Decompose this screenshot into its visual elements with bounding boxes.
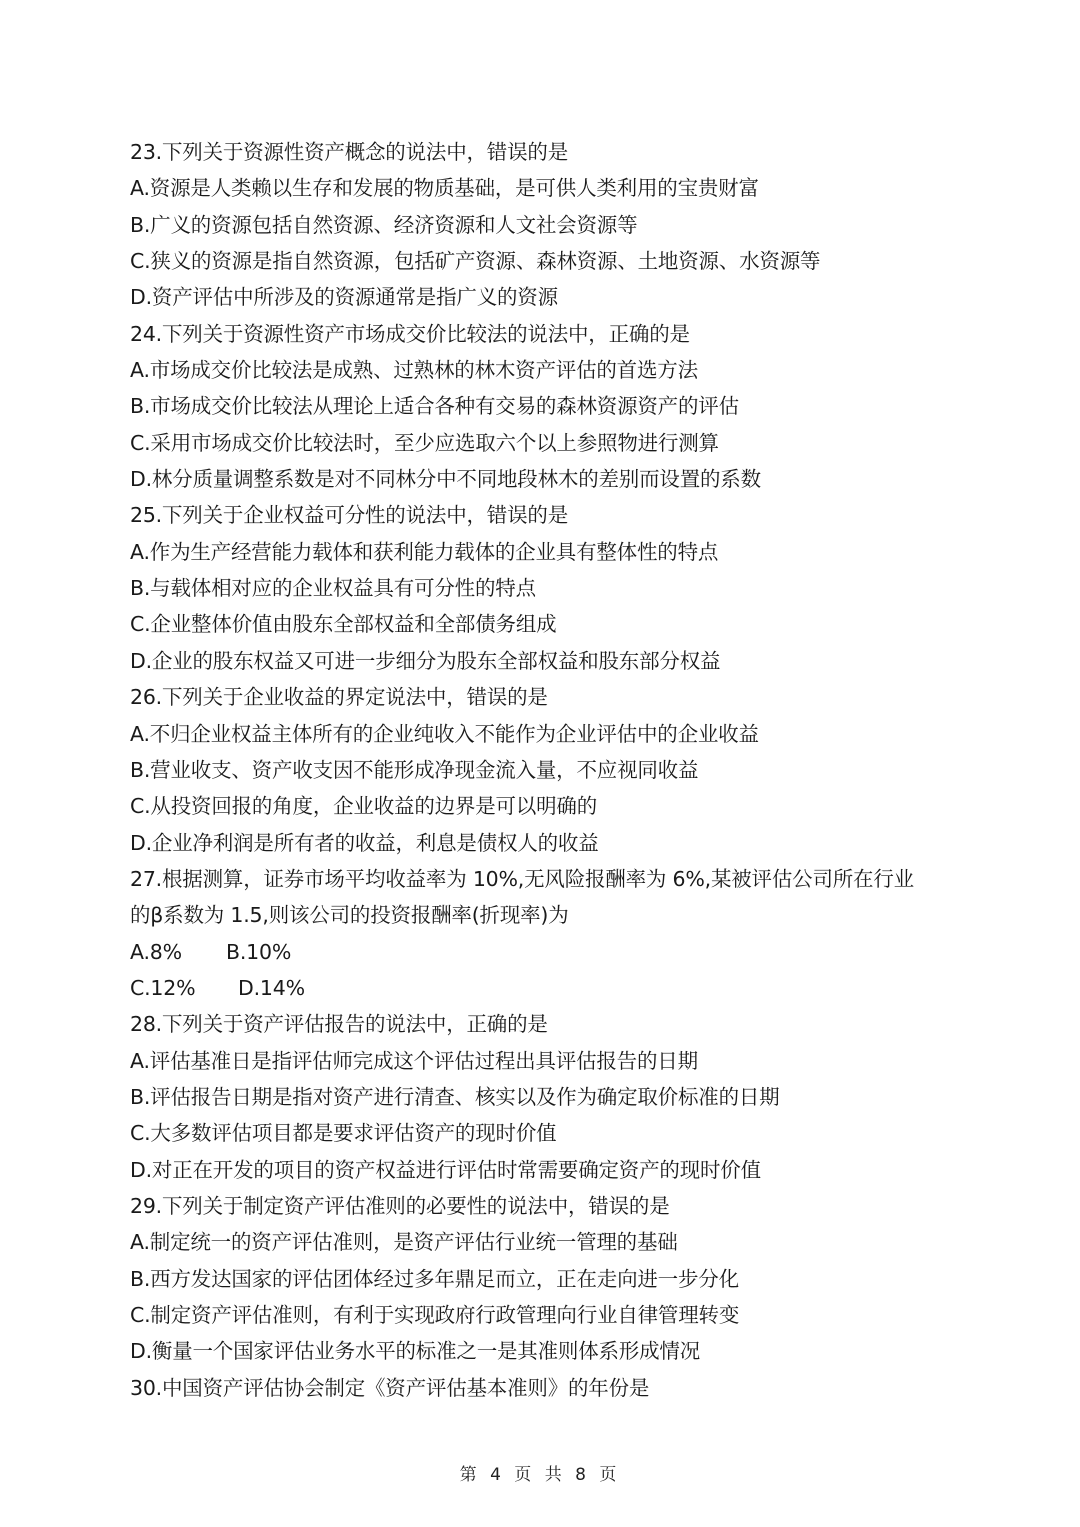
answer-option: A.8% [130,939,182,964]
question-28 [130,1006,970,1188]
question-stem: 29.下列关于制定资产评估准则的必要性的说法中，错误的是 [130,1193,670,1218]
answer-option: D.对正在开发的项目的资产权益进行评估时常需要确定资产的现时价值 [130,1157,761,1182]
question-stem: 的β系数为 1.5,则该公司的投资报酬率(折现率)为 [130,903,569,928]
answer-option: A.不归企业权益主体所有的企业纯收入不能作为企业评估中的企业收益 [130,721,759,746]
question-stem: 30.中国资产评估协会制定《资产评估基本准则》的年份是 [130,1375,650,1400]
answer-option: B.广义的资源包括自然资源、经济资源和人文社会资源等 [130,212,638,237]
answer-option: B.评估报告日期是指对资产进行清查、核实以及作为确定取价标准的日期 [130,1084,780,1109]
answer-option: C.12% [130,975,196,1000]
answer-option: B.10% [226,939,292,964]
answer-option-row [130,970,970,1006]
answer-option: C.采用市场成交价比较法时，至少应选取六个以上参照物进行测算 [130,430,719,455]
answer-option: B.与载体相对应的企业权益具有可分性的特点 [130,576,536,601]
question-30 [130,1370,970,1406]
answer-option: D.企业的股东权益又可进一步细分为股东全部权益和股东部分权益 [130,648,721,673]
answer-option: D.14% [238,975,305,1000]
question-25 [130,497,970,679]
page-number-footer: 第 4 页 共 8 页 [459,1465,621,1485]
answer-option-row [130,934,970,970]
question-stem: 25.下列关于企业权益可分性的说法中，错误的是 [130,503,569,528]
answer-option: A.资源是人类赖以生存和发展的物质基础，是可供人类利用的宝贵财富 [130,176,759,201]
answer-option: B.市场成交价比较法从理论上适合各种有交易的森林资源资产的评估 [130,394,739,419]
question-27 [130,861,970,1006]
question-stem: 28.下列关于资产评估报告的说法中，正确的是 [130,1012,548,1037]
answer-option: C.狭义的资源是指自然资源，包括矿产资源、森林资源、土地资源、水资源等 [130,249,821,274]
question-29 [130,1188,970,1370]
answer-option: B.营业收支、资产收支因不能形成净现金流入量，不应视同收益 [130,757,699,782]
answer-option: D.衡量一个国家评估业务水平的标准之一是其准则体系形成情况 [130,1339,701,1364]
answer-option: C.从投资回报的角度，企业收益的边界是可以明确的 [130,794,598,819]
question-stem: 23.下列关于资源性资产概念的说法中，错误的是 [130,140,569,164]
answer-option: A.市场成交价比较法是成熟、过熟林的林木资产评估的首选方法 [130,358,698,383]
exam-page-content [130,134,970,1406]
question-24 [130,316,970,498]
answer-option: A.评估基准日是指评估师完成这个评估过程出具评估报告的日期 [130,1048,698,1073]
answer-option: A.作为生产经营能力载体和获利能力载体的企业具有整体性的特点 [130,539,719,564]
answer-option: B.西方发达国家的评估团体经过多年鼎足而立，正在走向进一步分化 [130,1266,739,1291]
answer-option: D.林分质量调整系数是对不同林分中不同地段林木的差别而设置的系数 [130,467,761,492]
question-stem: 24.下列关于资源性资产市场成交价比较法的说法中，正确的是 [130,321,690,346]
answer-option: C.大多数评估项目都是要求评估资产的现时价值 [130,1121,557,1146]
question-26 [130,679,970,861]
question-stem: 26.下列关于企业收益的界定说法中，错误的是 [130,685,548,710]
answer-option: C.制定资产评估准则，有利于实现政府行政管理向行业自律管理转变 [130,1303,740,1327]
question-stem: 27.根据测算，证券市场平均收益率为 10%,无风险报酬率为 6%,某被评估公司所在行业 [130,866,914,891]
answer-option: D.资产评估中所涉及的资源通常是指广义的资源 [130,285,558,310]
answer-option: D.企业净利润是所有者的收益，利息是债权人的收益 [130,830,599,855]
question-23 [130,134,970,316]
answer-option: C.企业整体价值由股东全部权益和全部债务组成 [130,612,557,637]
answer-option: A.制定统一的资产评估准则，是资产评估行业统一管理的基础 [130,1230,678,1255]
